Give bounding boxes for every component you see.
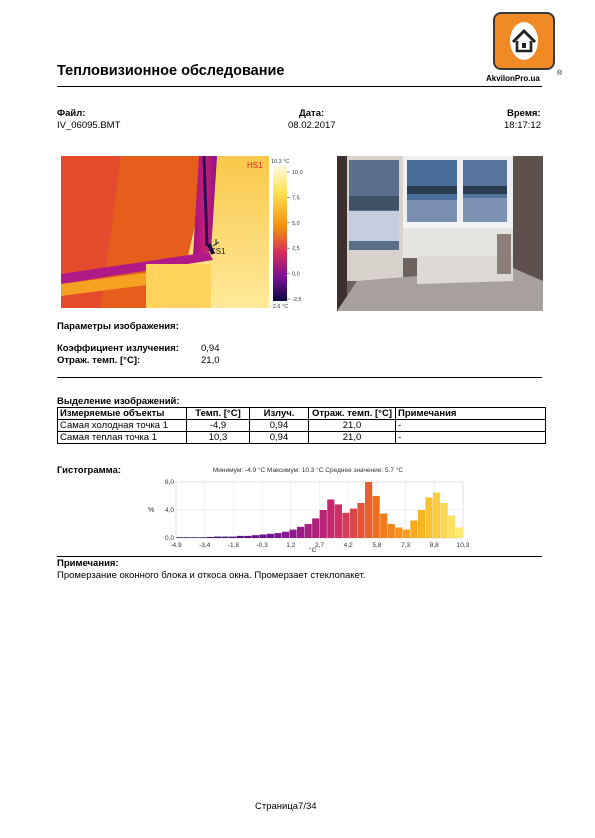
scale-tick-label: 7,5 (292, 195, 300, 202)
emissivity-value: 0,94 (201, 343, 220, 354)
col-header: Отраж. темп. [°C] (309, 408, 396, 420)
table-cell: - (396, 432, 546, 444)
date-label: Дата: (299, 108, 325, 119)
table-cell: 0,94 (250, 420, 309, 432)
histogram-x-tick: 7,3 (401, 542, 411, 549)
time-value: 18:17:12 (504, 120, 541, 131)
histogram-bar (184, 537, 191, 538)
histogram-x-tick: 5,8 (372, 542, 382, 549)
thermal-image (61, 156, 269, 308)
table-cell: - (396, 420, 546, 432)
histogram-x-tick: -3,4 (199, 542, 211, 549)
histogram-bar (282, 532, 289, 538)
histogram-bar (388, 524, 395, 538)
col-header: Измеряемые объекты (58, 408, 187, 420)
histogram-bar (252, 535, 259, 538)
company-logo (493, 12, 555, 70)
histogram-heading: Гистограмма: (57, 465, 122, 476)
cold-spot-marker: CS1 (210, 247, 226, 256)
emissivity-label: Коэффициент излучения: (57, 343, 179, 354)
col-header: Темп. [°C] (187, 408, 250, 420)
scale-ticks (287, 170, 303, 303)
histogram-bar (237, 536, 244, 538)
reflected-temp-value: 21,0 (201, 355, 220, 366)
histogram-bar (403, 530, 410, 538)
histogram-bar (350, 509, 357, 538)
table-cell: 0,94 (250, 432, 309, 444)
scale-bottom-label: -2,6 °C (271, 304, 289, 308)
histogram-ylabel: % (148, 507, 155, 514)
histogram-chart (140, 462, 475, 554)
histogram-bar (289, 530, 296, 538)
histogram-bar (395, 528, 402, 539)
histogram-bar (214, 537, 221, 538)
col-header: Примечания (396, 408, 546, 420)
histogram-x-tick: -1,8 (227, 542, 240, 549)
histogram-bar (342, 513, 349, 538)
histogram-bar (433, 493, 440, 539)
logo-text: AkvilonPro.ua (486, 74, 540, 83)
histogram-bar (229, 537, 236, 538)
table-cell: 10,3 (187, 432, 250, 444)
histogram-bar (327, 500, 334, 539)
table-cell: 21,0 (309, 420, 396, 432)
report-title: Тепловизионное обследование (57, 63, 285, 79)
histogram-bar (222, 537, 229, 538)
histogram-bar (365, 482, 372, 538)
visual-photo (337, 156, 543, 311)
notes-text: Промерзание оконного блока и откоса окна. Промерзает стеклопакет. (57, 570, 366, 581)
table-cell: Самая теплая точка 1 (58, 432, 187, 444)
title-divider (57, 86, 542, 87)
histogram-bar (418, 510, 425, 538)
file-value: IV_06095.BMT (57, 120, 121, 131)
histogram-bar (297, 527, 304, 538)
histogram-title: Минимум: -4.9 °C Максимум: 10.3 °C Среднее значение: 5.7 °C (212, 467, 404, 474)
histogram-bar (373, 496, 380, 538)
scale-tick-label: 0,0 (292, 271, 300, 278)
histogram-y-tick: 4,0 (164, 507, 174, 514)
histogram-x-tick: 10,3 (456, 542, 470, 549)
file-label: Файл: (57, 108, 86, 119)
histogram-y-tick: 0,0 (164, 535, 174, 542)
histogram-x-tick: -0,3 (256, 542, 268, 549)
histogram-bar (441, 503, 448, 538)
scale-tick-label: 10,0 (292, 170, 303, 176)
logo-registered-mark: ® (557, 70, 563, 77)
date-value: 08.02.2017 (288, 120, 336, 131)
histogram-x-tick: 8,8 (429, 542, 439, 549)
params-divider (57, 377, 542, 378)
house-icon (495, 14, 553, 68)
histogram-bar (199, 537, 206, 538)
selection-heading: Выделение изображений: (57, 396, 180, 407)
histogram-bar (274, 533, 281, 538)
histogram-bar (357, 503, 364, 538)
time-label: Время: (507, 108, 541, 119)
col-header: Излуч. (250, 408, 309, 420)
scale-tick-label: 2,5 (292, 246, 300, 253)
params-heading: Параметры изображения: (57, 321, 179, 332)
histogram-bar (206, 537, 213, 538)
histogram-bar (380, 514, 387, 539)
histogram-bar (259, 535, 266, 539)
histogram-bar (176, 537, 183, 538)
scale-top-label: 10,3 °C (271, 159, 290, 165)
histogram-bar (312, 518, 319, 538)
reflected-temp-label: Отраж. темп. [°C]: (57, 355, 141, 366)
histogram-bar (267, 534, 274, 538)
table-row (58, 420, 546, 432)
measurement-table (57, 407, 546, 444)
histogram-bar (425, 497, 432, 538)
table-cell: -4,9 (187, 420, 250, 432)
histogram-bar (191, 537, 198, 538)
histogram-x-tick: 1,2 (286, 542, 296, 549)
histogram-divider (57, 556, 542, 557)
histogram-bar (335, 504, 342, 538)
table-cell: Самая холодная точка 1 (58, 420, 187, 432)
temperature-scale (269, 156, 333, 308)
histogram-bar (456, 528, 463, 539)
hot-spot-marker: HS1 (247, 161, 263, 170)
histogram-bar (320, 510, 327, 538)
scale-tick-label: 5,0 (292, 220, 300, 227)
histogram-bar (305, 524, 312, 538)
scale-tick-label: -2,5 (292, 297, 302, 303)
table-cell: 21,0 (309, 432, 396, 444)
histogram-x-tick: 2,7 (314, 542, 325, 549)
histogram-xlabel: °C (309, 547, 317, 554)
histogram-x-tick: -4,9 (170, 542, 182, 549)
histogram-y-tick: 8,0 (164, 479, 174, 486)
histogram-x-tick: 4,2 (343, 542, 353, 549)
table-header-row (58, 408, 546, 420)
histogram-bar (448, 516, 455, 538)
notes-heading: Примечания: (57, 558, 119, 569)
page-number: Страница7/34 (255, 801, 317, 812)
histogram-bar (244, 536, 251, 538)
table-row (58, 432, 546, 444)
histogram-bar (410, 521, 417, 539)
